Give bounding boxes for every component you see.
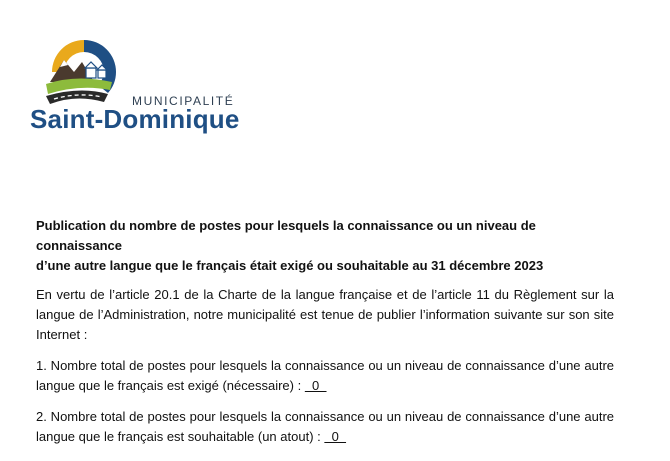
logo-town-name: Saint-Dominique	[30, 104, 240, 134]
municipality-logo	[30, 38, 245, 138]
document-title	[36, 216, 614, 276]
item-1-paragraph	[36, 356, 614, 396]
logo-emblem-icon	[46, 38, 122, 108]
title-line-1: Publication du nombre de postes pour lesquels la connaissance ou un niveau de connaissance	[36, 218, 536, 253]
item-1-text: 1. Nombre total de postes pour lesquels la connaissance ou un niveau de connaissance d’une autre langue que le français est exigé (nécessaire) :	[36, 358, 614, 393]
item-2-value: 0	[324, 429, 347, 444]
document-body	[36, 216, 614, 458]
item-1-value: 0	[304, 378, 327, 393]
item-2-paragraph	[36, 407, 614, 447]
title-line-2: d’une autre langue que le français était exigé ou souhaitable au 31 décembre 2023	[36, 258, 544, 273]
logo-municipalite-text: MUNICIPALITÉ	[132, 94, 235, 108]
item-2-text: 2. Nombre total de postes pour lesquels la connaissance ou un niveau de connaissance d’une autre langue que le français est souhaitable (un atout) :	[36, 409, 614, 444]
intro-paragraph: En vertu de l’article 20.1 de la Charte de la langue française et de l’article 11 du Règlement sur la langue de l’Administration, notre municipalité est tenue de publier l’information suivante sur son site Internet :	[36, 287, 614, 342]
